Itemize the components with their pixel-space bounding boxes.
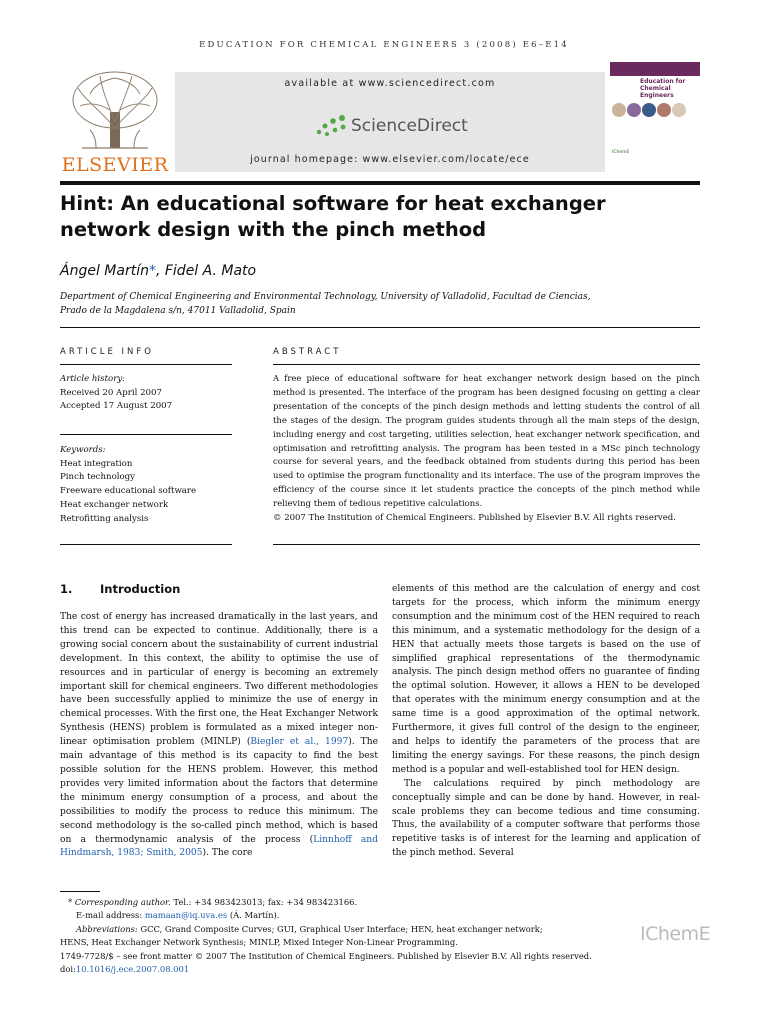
- keyword-item: Retrofitting analysis: [60, 513, 149, 524]
- section-number: 1.: [60, 582, 73, 596]
- journal-cover-thumbnail: [610, 62, 700, 172]
- abstract-body: [273, 373, 700, 526]
- doi-label: doi:: [60, 964, 76, 975]
- affiliation: [60, 290, 700, 318]
- doi-line: [60, 963, 700, 976]
- keywords-block: [60, 444, 232, 526]
- info-heading-rule: [60, 364, 232, 365]
- corresponding-label: Corresponding author.: [74, 897, 171, 907]
- author-list: [60, 263, 256, 279]
- email-note: [60, 909, 700, 922]
- abbreviations-note: [60, 923, 700, 936]
- citation-link[interactable]: Linnhoff and Hindmarsh, 1983; Smith, 2005: [60, 834, 378, 859]
- section-title: Introduction: [100, 582, 181, 596]
- icheme-watermark: IChemE: [640, 923, 711, 945]
- accepted-date: Accepted 17 August 2007: [60, 401, 173, 412]
- abbreviations-label: Abbreviations:: [76, 923, 138, 934]
- publisher-banner: [60, 70, 700, 174]
- history-label: Article history:: [60, 374, 126, 384]
- author-second: , Fidel A. Mato: [155, 263, 257, 279]
- sciencedirect-dots-icon: [315, 112, 349, 138]
- corresponding-author-note: * Corresponding author. Tel.: +34 983423013; fax: +34 983423166.: [68, 897, 358, 907]
- affiliation-line-2: Prado de la Magdalena s/n, 47011 Valladolid, Spain: [60, 306, 296, 316]
- cover-title: Education for Chemical Engineers: [640, 78, 686, 99]
- citation-link[interactable]: Biegler et al., 1997: [250, 737, 349, 748]
- journal-homepage-link[interactable]: journal homepage: www.elsevier.com/locate/ece: [250, 154, 530, 165]
- keyword-item: Pinch technology: [60, 472, 136, 483]
- article-info-heading: ARTICLE INFO: [60, 347, 154, 357]
- abbreviations-text-2: HENS, Heat Exchanger Network Synthesis; MINLP, Mixed Integer Non-Linear Programming.: [60, 937, 458, 948]
- keyword-item: Heat integration: [60, 458, 133, 469]
- keyword-item: Heat exchanger network: [60, 499, 169, 510]
- received-date: Received 20 April 2007: [60, 387, 162, 398]
- sciencedirect-wordmark: ScienceDirect: [351, 116, 468, 136]
- section-heading-introduction: [60, 582, 180, 596]
- email-link[interactable]: mamaan@iq.uva.es: [144, 910, 228, 921]
- left-column: [60, 611, 378, 861]
- email-label: E-mail address:: [76, 910, 145, 921]
- paragraph-text: ). The core: [202, 848, 253, 859]
- abstract-heading: ABSTRACT: [273, 347, 342, 357]
- abstract-text: A free piece of educational software for heat exchanger network design based on the pinch method is presented. The interface of the program has been designed focusing on getting a clear presentation of the concepts of the pinch design methods and letting students the control of all the stages of the design. The program guides students through all the main steps of the design, including energy and cost targeting, utilities selection, heat exchanger network specification, and optimisation and retrofitting analysis. The program has been tested in a MSc pinch technology course for several years, and the feedback obtained from students during this period has been used to optimise the program functionality and its interface. The use of the program improves the efficiency of the course since it let students practice the concepts of the pinch method while relieving them of tedious repetitive calculations.: [273, 374, 700, 510]
- footnotes: [60, 896, 700, 976]
- abstract-bottom-rule: [273, 544, 700, 545]
- affiliation-rule: [60, 327, 700, 328]
- title-rule: [60, 181, 700, 185]
- article-history: [60, 373, 232, 414]
- info-bottom-rule: [60, 544, 232, 545]
- author-first: Ángel Martín: [60, 263, 149, 279]
- affiliation-line-1: Department of Chemical Engineering and Environmental Technology, University of Valladolid, Facultad de Ciencias,: [60, 292, 591, 302]
- sciencedirect-panel: [175, 72, 605, 172]
- contact-numbers: Tel.: +34 983423013; fax: +34 983423166.: [170, 897, 358, 907]
- article-title: Hint: An educational software for heat exchanger network design with the pinch method: [60, 192, 606, 241]
- journal-running-header: EDUCATION FOR CHEMICAL ENGINEERS 3 (2008) E6–E14: [199, 40, 569, 50]
- keyword-item: Freeware educational software: [60, 486, 197, 497]
- doi-link[interactable]: 10.1016/j.ece.2007.08.001: [75, 964, 190, 975]
- abstract-heading-rule: [273, 364, 700, 365]
- issn-line: 1749-7728/$ – see front matter © 2007 The Institution of Chemical Engineers. Published by Elsevier B.V. All rights reserved.: [60, 950, 592, 961]
- email-owner: (Á. Martín).: [227, 910, 280, 921]
- right-column: [392, 583, 700, 861]
- paragraph-text: ). The main advantage of this method is its capacity to find the best possible solution for the HENS problem. However, this method provides very limited information about the factors that determine the minimum energy consumption of a process, and about the possibilities to modify the process to reduce this minimum. The second methodology is the so-called pinch method, which is based on a thermodynamic analysis of the process (: [60, 737, 378, 845]
- intro-paragraph-continued: elements of this method are the calculation of energy and cost targets for the process, which inform the minimum energy consumption and the minimum cost of the HEN required to reach this minimum, and a systematic methodology for the design of a HEN that actually meets those targets is based on the use of simplified graphical representations of the thermodynamic analysis. The pinch design method offers no guarantee of finding the optimal solution. However, it allows a HEN to be developed that operates with the minimum energy consumption and at the same time is a good approximation of the optimal network. Furthermore, it gives full control of the design to the engineer, and helps to identify the parameters of the process that are limiting the energy savings. For these reasons, the pinch design method is a popular and well-established tool for HEN design.: [392, 584, 700, 775]
- intro-paragraph-2: The calculations required by pinch methodology are conceptually simple and can be done by hand. However, in real-scale problems they can become tedious and time consuming. Thus, the availability of a computer software that performs those repetitive tasks is of interest for the learning and application of the pinch method. Several: [392, 778, 700, 859]
- available-at-link[interactable]: available at www.sciencedirect.com: [284, 78, 496, 89]
- abstract-copyright: © 2007 The Institution of Chemical Engineers. Published by Elsevier B.V. All rights reserved.: [273, 513, 676, 524]
- history-rule: [60, 434, 232, 435]
- paragraph-text: The cost of energy has increased dramatically in the last years, and this trend can be expected to continue. Additionally, there is a growing social concern about the sustainability of current industrial development. In this context, the ability to optimise the use of resources and in particular of energy is becoming an extremely important skill for chemical engineers. Two different methodologies have been successfully applied to minimize the use of energy in chemical processes. With the first one, the Heat Exchanger Network Synthesis (HENS) problem is formulated as a mixed integer non-linear optimisation problem (MINLP) (: [60, 612, 378, 748]
- cover-header-bar: [610, 62, 700, 76]
- cover-footer-logos: IChemE: [612, 150, 630, 155]
- cover-image-strip: [612, 102, 700, 120]
- keywords-label: Keywords:: [60, 445, 106, 455]
- intro-paragraph-1: [60, 611, 378, 861]
- sciencedirect-logo: [315, 112, 475, 142]
- elsevier-wordmark: ELSEVIER: [61, 154, 169, 176]
- corresponding-author-marker[interactable]: *: [148, 263, 156, 279]
- abbreviations-text: GCC, Grand Composite Curves; GUI, Graphical User Interface; HEN, heat exchanger network;: [137, 923, 543, 934]
- footnote-rule: [60, 891, 100, 892]
